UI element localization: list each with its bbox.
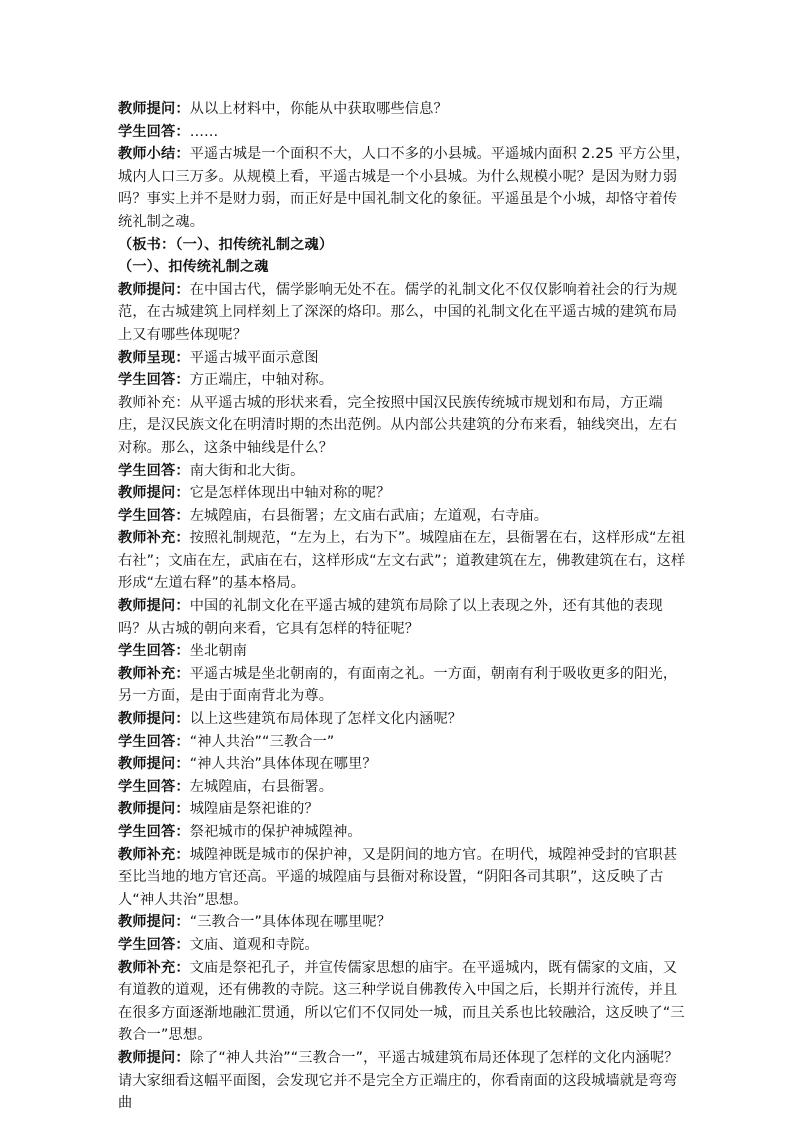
paragraph-text: 方正端庄，中轴对称。 (189, 372, 334, 389)
lesson-transcript (118, 98, 690, 1115)
speaker-label: 教师提问： (118, 711, 190, 728)
speaker-label: 教师提问： (118, 801, 190, 818)
paragraph-text: 按照礼制规范，“左为上，右为下”。城隍庙在左，县衙署在右，这样形成“左祖右社”；文庙在左，武庙在右，这样形成“左文右武”；道教建筑在左，佛教建筑在右，这样形成“左道右释”的基本格局。 (118, 530, 686, 592)
paragraph-text: 平遥古城是一个面积不大，人口不多的小县城。平遥城内面积 2.25 平方公里，城内人口三万多。从规模上看，平遥古城是一个小县城。为什么规模小呢？是因为财力弱吗？事实上并不是财力弱，而正好是中国礼制文化的象征。平遥虽是个小城，却恪守着传统礼制之魂。 (118, 146, 691, 230)
paragraph-text: 中国的礼制文化在平遥古城的建筑布局除了以上表现之外，还有其他的表现吗？从古城的朝向来看，它具有怎样的特征呢？ (118, 598, 663, 637)
speaker-label: 教师提问： (118, 101, 190, 117)
speaker-label: 教师补充： (118, 665, 190, 682)
speaker-label: 学生回答： (118, 778, 190, 795)
paragraph-text: 从以上材料中，你能从中获取哪些信息？ (189, 101, 448, 117)
paragraph-17 (118, 731, 690, 754)
section-heading (118, 256, 690, 279)
paragraph-text: 平遥古城平面示意图 (189, 349, 319, 366)
paragraph-text: 在中国古代，儒学影响无处不在。儒学的礼制文化不仅仅影响着社会的行为规范，在古城建筑上同样刻上了深深的烙印。那么，中国的礼制文化在平遥古城的建筑布局上又有哪些体现呢？ (118, 281, 678, 343)
paragraph-text: 南大街和北大街。 (189, 462, 305, 479)
speaker-label: 教师提问： (118, 756, 190, 773)
paragraph-text: …… (189, 123, 219, 140)
paragraph-13 (118, 595, 690, 640)
paragraph-20 (118, 798, 690, 821)
paragraph-text: 除了“神人共治”“三教合一”，平遥古城建筑布局还体现了怎样的文化内涵呢？请大家细看这幅平面图，会发现它并不是完全方正端庄的，你看南面的这段城墙就是弯弯曲 (118, 1049, 679, 1112)
paragraph-7 (118, 369, 690, 392)
speaker-label: 教师补充： (118, 959, 190, 976)
paragraph-2 (118, 143, 690, 233)
speaker-label: 学生回答： (118, 372, 190, 389)
paragraph-text: 文庙、道观和寺院。 (189, 936, 319, 953)
paragraph-text: 城隍庙是祭祀谁的？ (189, 801, 319, 818)
heading-text: （一）、扣传统礼制之魂 (118, 259, 269, 276)
paragraph-23 (118, 911, 690, 934)
speaker-label: 教师小结： (118, 146, 190, 163)
paragraph-24 (118, 934, 690, 957)
speaker-label: 教师提问： (118, 281, 190, 298)
speaker-label: 教师提问： (118, 485, 190, 502)
speaker-label: 学生回答： (118, 507, 190, 524)
paragraph-18 (118, 753, 690, 776)
speaker-label: 教师补充： (118, 530, 190, 547)
paragraph-text: 坐北朝南 (189, 643, 248, 660)
paragraph-text: 以上这些建筑布局体现了怎样文化内涵呢？ (189, 711, 463, 728)
paragraph-14 (118, 640, 690, 663)
paragraph-text: 左城隍庙，右县衙署。 (189, 778, 334, 795)
paragraph-26 (118, 1047, 690, 1115)
paragraph-text: 文庙是祭祀孔子，并宣传儒家思想的庙宇。在平遥城内，既有儒家的文庙，又有道教的道观，还有佛教的寺院。这三种学说自佛教传入中国之后，长期并行流传，并且在很多方面逐渐地融汇贯通，所以它们不仅同处一城，而且关系也比较融洽，这反映了“三教合一”思想。 (118, 959, 685, 1044)
paragraph-11 (118, 505, 690, 528)
speaker-label: 学生回答： (118, 936, 190, 953)
paragraph-16 (118, 708, 690, 731)
paragraph-0 (118, 98, 690, 121)
paragraph-text: “三教合一”具体体现在哪里呢？ (189, 914, 392, 931)
speaker-label: 学生回答： (118, 462, 190, 479)
blackboard-heading (118, 234, 690, 257)
speaker-label: 教师提问： (118, 598, 190, 615)
paragraph-text: 教师补充：从平遥古城的形状来看，完全按照中国汉民族传统城市规划和布局，方正端庄，是汉民族文化在明清时期的杰出范例。从内部公共建筑的分布来看，轴线突出，左右对称。那么，这条中轴线是什么？ (118, 394, 678, 456)
heading-text: （板书：（一）、扣传统礼制之魂） (118, 236, 334, 253)
paragraph-text: “神人共治”具体体现在哪里？ (189, 756, 377, 773)
paragraph-1 (118, 121, 690, 144)
speaker-label: 教师补充： (118, 846, 190, 863)
speaker-label: 学生回答： (118, 824, 190, 840)
paragraph-8 (118, 392, 690, 460)
speaker-label: 教师提问： (118, 1049, 190, 1066)
paragraph-text: 平遥古城是坐北朝南的，有面南之礼。一方面，朝南有利于吸收更多的阳光，另一方面，是由于面南背北为尊。 (118, 665, 678, 705)
speaker-label: 学生回答： (118, 733, 190, 750)
paragraph-15 (118, 663, 690, 708)
paragraph-5 (118, 279, 690, 347)
paragraph-text: 祭祀城市的保护神城隍神。 (189, 824, 362, 840)
paragraph-text: 城隍神既是城市的保护神，又是阴间的地方官。在明代，城隍神受封的官职甚至比当地的地方官还高。平遥的城隍庙与县衙对称设置，“阴阳各司其职”，这反映了古人“神人共治”思想。 (118, 846, 678, 908)
paragraph-19 (118, 776, 690, 799)
speaker-label: 学生回答： (118, 643, 190, 660)
paragraph-12 (118, 527, 690, 595)
paragraph-21 (118, 821, 690, 844)
paragraph-text: 左城隍庙，右县衙署；左文庙右武庙；左道观，右寺庙。 (189, 507, 549, 524)
paragraph-text: “神人共治”“三教合一” (189, 733, 335, 750)
paragraph-22 (118, 844, 690, 912)
speaker-label: 学生回答： (118, 123, 190, 140)
paragraph-6 (118, 347, 690, 370)
speaker-label: 教师呈现： (118, 349, 190, 366)
paragraph-25 (118, 957, 690, 1047)
paragraph-9 (118, 460, 690, 483)
paragraph-text: 它是怎样体现出中轴对称的呢？ (189, 485, 391, 502)
paragraph-10 (118, 482, 690, 505)
speaker-label: 教师提问： (118, 914, 190, 931)
